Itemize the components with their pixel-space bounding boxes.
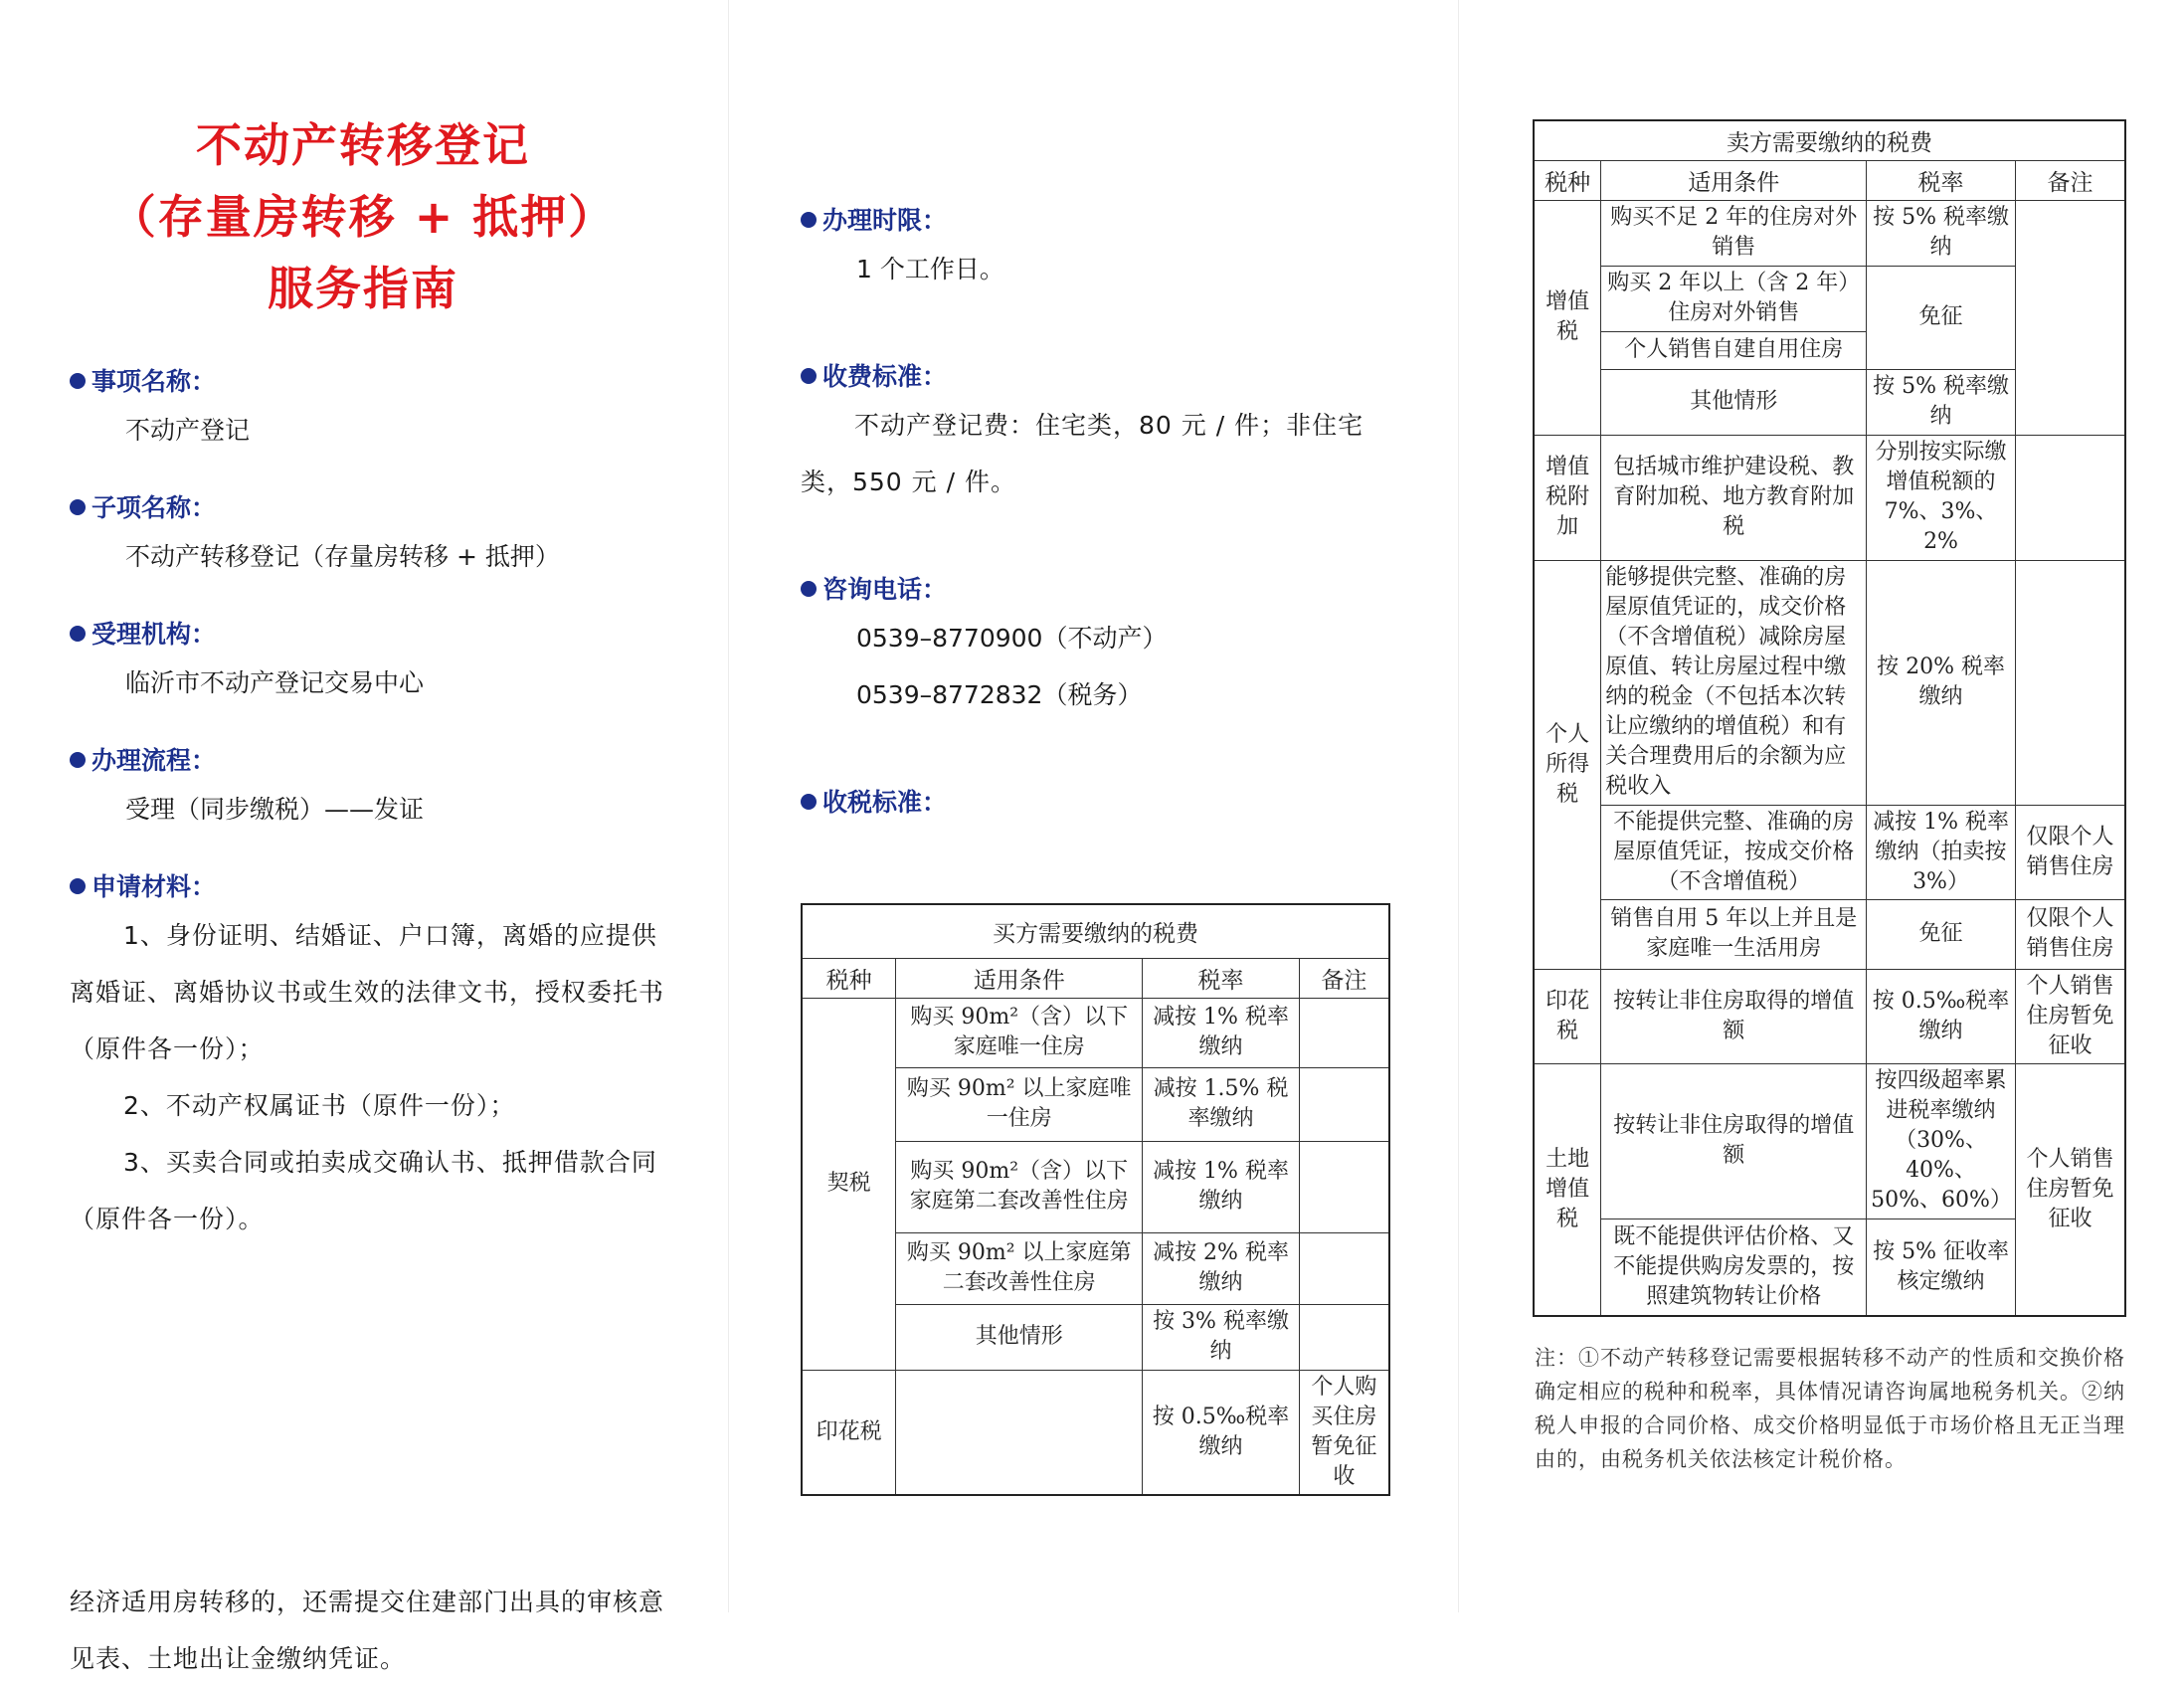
page-title [70,109,666,324]
note-cell [1299,1141,1389,1232]
condition-cell: 购买不足 2 年的住房对外销售 [1601,200,1867,266]
table-caption: 卖方需要缴纳的税费 [1534,120,2125,160]
rate-cell: 按四级超率累进税率缴纳（30%、40%、50%、60%） [1867,1063,2016,1218]
bullet-icon [70,878,86,894]
table-row [1534,805,2125,899]
rate-cell: 按 20% 税率缴纳 [1867,560,2016,805]
table-header: 适用条件 [896,958,1143,998]
bullet-icon [70,752,86,768]
section-value-agency: 临沂市不动产登记交易中心 [125,668,425,697]
table-header: 适用条件 [1601,160,1867,200]
fold-line [728,0,729,1612]
condition-cell: 按转让非住房取得的增值额 [1601,1063,1867,1218]
condition-cell: 销售自用 5 年以上并且是家庭唯一生活用房 [1601,899,1867,969]
section-heading-phone: 咨询电话： [801,570,1397,610]
rate-cell: 减按 1.5% 税率缴纳 [1143,1067,1300,1141]
section-value-time-limit: 1 个工作日。 [856,255,1004,283]
bullet-icon [70,499,86,515]
table-header: 税种 [802,958,896,998]
footnote: 注：①不动产转移登记需要根据转移不动产的性质和交换价格确定相应的税种和税率，具体情况请咨询属地税务机关。②纳税人申报的合同价格、成交价格明显低于市场价格且无正当理由的，由税务机关依法核定计税价格。 [1535,1346,2125,1471]
title-line-3: 服务指南 [268,262,458,315]
bullet-icon [801,794,817,810]
table-row [1534,200,2125,266]
condition-cell: 购买 90m² 以上家庭唯一住房 [896,1067,1143,1141]
bullet-icon [801,212,817,228]
rate-cell: 减按 1% 税率缴纳 [1143,1141,1300,1232]
materials-paragraph-3: 3、买卖合同或拍卖成交确认书、抵押借款合同（原件各一份）。 [70,1148,657,1233]
tax-type-cell: 印花税 [1534,969,1601,1063]
rate-cell: 减按 1% 税率缴纳 [1143,998,1300,1067]
materials-paragraph-1: 1、身份证明、结婚证、户口簿，离婚的应提供离婚证、离婚协议书或生效的法律文书，授权委托书（原件各一份）； [70,921,665,1063]
note-cell: 仅限个人销售住房 [2015,805,2125,899]
note-cell: 个人购买住房暂免征收 [1299,1370,1389,1495]
section-heading-tax: 收税标准： [801,783,1397,823]
section-heading-sub-item: 子项名称： [70,488,666,528]
rate-cell: 按 3% 税率缴纳 [1143,1304,1300,1370]
materials-paragraph-4: 经济适用房转移的，还需提交住建部门出具的审核意见表、土地出让金缴纳凭证。 [70,1588,665,1673]
condition-cell: 其他情形 [896,1304,1143,1370]
table-row [1534,560,2125,805]
note-cell [1299,1232,1389,1304]
title-line-2: （存量房转移 + 抵押） [109,190,617,244]
rate-cell: 免征 [1867,899,2016,969]
condition-cell: 包括城市维护建设税、教育附加税、地方教育附加税 [1601,435,1867,560]
tax-type-cell: 增值税 [1534,200,1601,435]
section-value-fees: 不动产登记费：住宅类，80 元 / 件；非住宅类，550 元 / 件。 [801,411,1365,496]
note-cell [1299,998,1389,1067]
table-header: 税率 [1867,160,2016,200]
note-cell [2015,435,2125,560]
condition-cell [896,1370,1143,1495]
table-row [802,998,1389,1067]
tax-type-cell: 增值税附加 [1534,435,1601,560]
tax-type-cell: 个人所得税 [1534,560,1601,969]
materials-paragraph-2: 2、不动产权属证书（原件一份）； [123,1091,516,1120]
note-cell [2015,200,2125,435]
condition-cell: 购买 90m²（含）以下家庭唯一住房 [896,998,1143,1067]
seller-tax-table [1533,119,2126,1317]
table-header: 备注 [1299,958,1389,998]
title-line-1: 不动产转移登记 [196,118,530,172]
condition-cell: 购买 90m² 以上家庭第二套改善性住房 [896,1232,1143,1304]
phone-line-2: 0539–8772832（税务） [856,680,1143,709]
condition-cell: 购买 2 年以上（含 2 年）住房对外销售 [1601,266,1867,331]
table-caption: 买方需要缴纳的税费 [802,904,1389,958]
section-heading-time-limit: 办理时限： [801,201,1397,241]
bullet-icon [70,626,86,642]
section-heading-process: 办理流程： [70,741,666,781]
section-heading-materials: 申请材料： [70,867,666,907]
rate-cell: 减按 1% 税率缴纳（拍卖按 3%） [1867,805,2016,899]
note-cell: 个人销售住房暂免征收 [2015,1063,2125,1316]
rate-cell: 按 5% 税率缴纳 [1867,200,2016,266]
table-header: 税率 [1143,958,1300,998]
rate-cell: 按 0.5‰税率缴纳 [1143,1370,1300,1495]
table-header: 税种 [1534,160,1601,200]
rate-cell: 分别按实际缴增值税额的 7%、3%、2% [1867,435,2016,560]
note-cell [1299,1304,1389,1370]
section-heading-agency: 受理机构： [70,615,666,655]
condition-cell: 不能提供完整、准确的房屋原值凭证，按成交价格（不含增值税） [1601,805,1867,899]
section-value-item-name: 不动产登记 [125,416,251,445]
note-cell [1299,1067,1389,1141]
tax-type-cell: 契税 [802,998,896,1370]
bullet-icon [801,368,817,384]
table-row [1534,969,2125,1063]
table-row [1534,435,2125,560]
rate-cell: 按 5% 征收率核定缴纳 [1867,1218,2016,1316]
condition-cell: 按转让非住房取得的增值额 [1601,969,1867,1063]
rate-cell: 按 5% 税率缴纳 [1867,369,2016,435]
table-row [1534,1063,2125,1218]
table-header: 备注 [2015,160,2125,200]
condition-cell: 能够提供完整、准确的房屋原值凭证的，成交价格（不含增值税）减除房屋原值、转让房屋过程中缴纳的税金（不包括本次转让应缴纳的增值税）和有关合理费用后的余额为应税收入 [1601,560,1867,805]
table-row [1534,899,2125,969]
bullet-icon [70,373,86,389]
section-value-sub-item: 不动产转移登记（存量房转移 + 抵押） [125,542,560,571]
phone-line-1: 0539–8770900（不动产） [856,624,1168,653]
note-cell [2015,560,2125,805]
section-heading-item-name: 事项名称： [70,362,666,402]
section-value-process: 受理（同步缴税）——发证 [125,795,425,824]
section-heading-fees: 收费标准： [801,357,1397,397]
fold-line [1458,0,1459,1612]
condition-cell: 既不能提供评估价格、又不能提供购房发票的，按照建筑物转让价格 [1601,1218,1867,1316]
condition-cell: 购买 90m²（含）以下家庭第二套改善性住房 [896,1141,1143,1232]
table-row [802,1370,1389,1495]
guide-column-1 [70,109,666,1247]
tax-type-cell: 土地增值税 [1534,1063,1601,1316]
bullet-icon [801,581,817,597]
rate-cell: 按 0.5‰税率缴纳 [1867,969,2016,1063]
rate-cell: 减按 2% 税率缴纳 [1143,1232,1300,1304]
condition-cell: 其他情形 [1601,369,1867,435]
note-cell: 仅限个人销售住房 [2015,899,2125,969]
rate-cell: 免征 [1867,266,2016,369]
note-cell: 个人销售住房暂免征收 [2015,969,2125,1063]
buyer-tax-table [801,903,1390,1496]
tax-type-cell: 印花税 [802,1370,896,1495]
condition-cell: 个人销售自建自用住房 [1601,331,1867,369]
